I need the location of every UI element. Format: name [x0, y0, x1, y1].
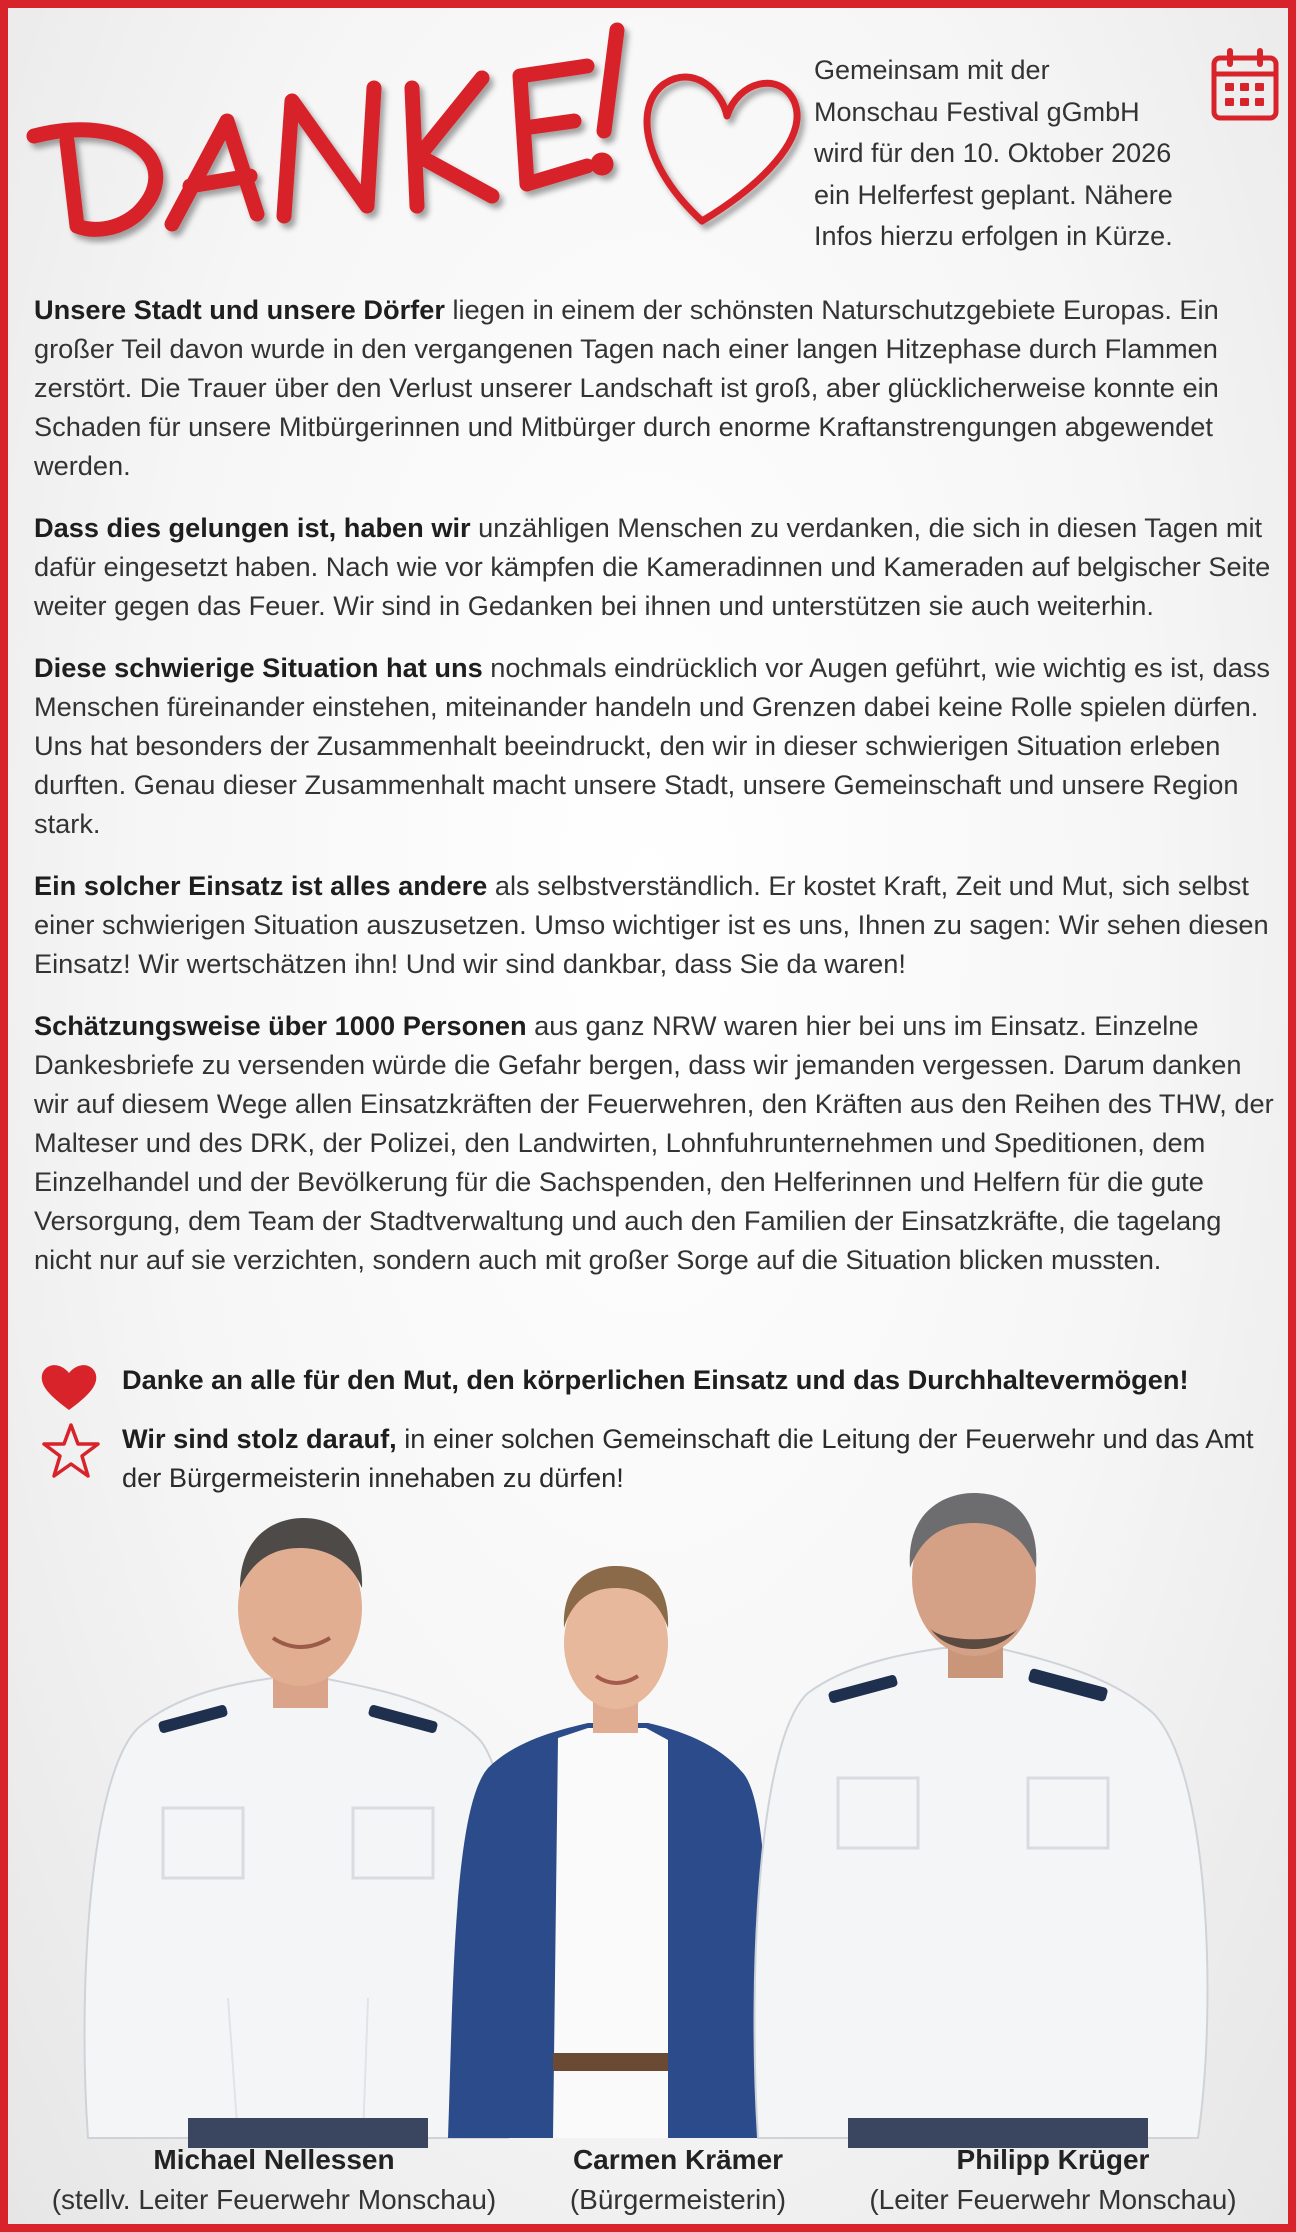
star-icon: [40, 1421, 102, 1481]
pride-lead: Wir sind stolz darauf,: [122, 1423, 397, 1454]
letter-body: [34, 290, 1274, 1302]
group-photo: [68, 1478, 1268, 2148]
person-caption: [34, 2140, 514, 2220]
person-right-figure: [755, 1493, 1208, 2148]
people-captions: [8, 2140, 1288, 2230]
paragraph-text: aus ganz NRW waren hier bei uns im Einsatz. Einzelne Dankesbriefe zu versenden würde die Gefahr bergen, dass wir jemanden vergessen. Darum danken wir auf diesem Wege allen Einsatzkräften der Feuerwehren, den Kräften aus den Reihen des THW, der Malteser und des DRK, der Polizei, den Landwirten, Lohnfuhrunternehmen und Speditionen, dem Einzelhandel und der Bevölkerung für die Sachspenden, den Helferinnen und Helfern für die gute Versorgung, dem Team der Stadtverwaltung und auch den Familien der Einsatzkräfte, die tagelang nicht nur auf sie verzichten, sondern auch mit großer Sorge auf die Situation blicken mussten.: [34, 1010, 1274, 1275]
paragraph-lead: Schätzungsweise über 1000 Personen: [34, 1010, 527, 1041]
pride-text: in einer solchen Gemeinschaft die Leitung der Feuerwehr und das Amt der Bürgermeisterin innehaben zu dürfen!: [122, 1423, 1254, 1493]
person-name: Michael Nellessen: [153, 2144, 395, 2175]
danke-logo: [22, 16, 812, 246]
header: [8, 8, 1288, 278]
thanks-line: [34, 1360, 1274, 1399]
paragraph-text: unzähligen Menschen zu verdanken, die sich in diesen Tagen mit dafür eingesetzt haben. Nach wie vor kämpfen die Kameradinnen und Kameraden auf belgischer Seite weiter gegen das Feuer. Wir sind in Gedanken bei ihnen und unterstützen sie auch weiterhin.: [34, 512, 1271, 621]
person-role: (Leiter Feuerwehr Monschau): [869, 2184, 1237, 2215]
thanks-text: Danke an alle für den Mut, den körperlichen Einsatz und das Durchhaltevermögen!: [122, 1364, 1189, 1395]
helferfest-intro: Gemeinsam mit der Monschau Festival gGmbH wird für den 10. Oktober 2026 ein Helferfest geplant. Nähere Infos hierzu erfolgen in Kürze.: [814, 55, 1173, 251]
paragraph-text: liegen in einem der schönsten Naturschutzgebiete Europas. Ein großer Teil davon wurde in den vergangenen Tagen nach einer langen Hitzephase durch Flammen zerstört. Die Trauer über den Verlust unserer Landschaft ist groß, aber glücklicherweise konnte ein Schaden für unsere Mitbürgerinnen und Mitbürger durch enorme Kraftanstrengungen abgewendet werden.: [34, 294, 1219, 481]
person-caption: [528, 2140, 828, 2220]
paragraph: [34, 866, 1274, 983]
person-role: (stellv. Leiter Feuerwehr Monschau): [51, 2184, 497, 2215]
person-name: Philipp Krüger: [956, 2144, 1150, 2175]
paragraph: [34, 508, 1274, 625]
paragraph-lead: Dass dies gelungen ist, haben wir: [34, 512, 471, 543]
heart-icon: [40, 1362, 98, 1412]
person-role: (Bürgermeisterin): [569, 2184, 787, 2215]
paragraph-text: als selbstverständlich. Er kostet Kraft, Zeit und Mut, sich selbst einer schwierigen Situation auszusetzen. Umso wichtiger ist es uns, Ihnen zu sagen: Wir sehen diesen Einsatz! Wir wertschätzen ihn! Und wir sind dankbar, dass Sie da waren!: [34, 870, 1269, 979]
closing-section: [34, 1360, 1274, 1497]
paragraph-text: nochmals eindrücklich vor Augen geführt, wie wichtig es ist, dass Menschen füreinander einstehen, miteinander handeln und Grenzen dabei keine Rolle spielen dürfen. Uns hat besonders der Zusammenhalt beeindruckt, den wir in dieser schwierigen Situation erleben durften. Genau dieser Zusammenhalt macht unsere Stadt, unsere Gemeinschaft und unsere Region stark.: [34, 652, 1271, 839]
paragraph: [34, 648, 1274, 843]
calendar-icon: [1210, 48, 1280, 122]
paragraph-lead: Diese schwierige Situation hat uns: [34, 652, 483, 683]
paragraph-lead: Ein solcher Einsatz ist alles andere: [34, 870, 488, 901]
person-name: Carmen Krämer: [572, 2144, 784, 2175]
person-caption: [838, 2140, 1268, 2220]
person-middle-figure: [448, 1566, 768, 2138]
paragraph-lead: Unsere Stadt und unsere Dörfer: [34, 294, 445, 325]
paragraph: [34, 1006, 1274, 1279]
paragraph: [34, 290, 1274, 485]
